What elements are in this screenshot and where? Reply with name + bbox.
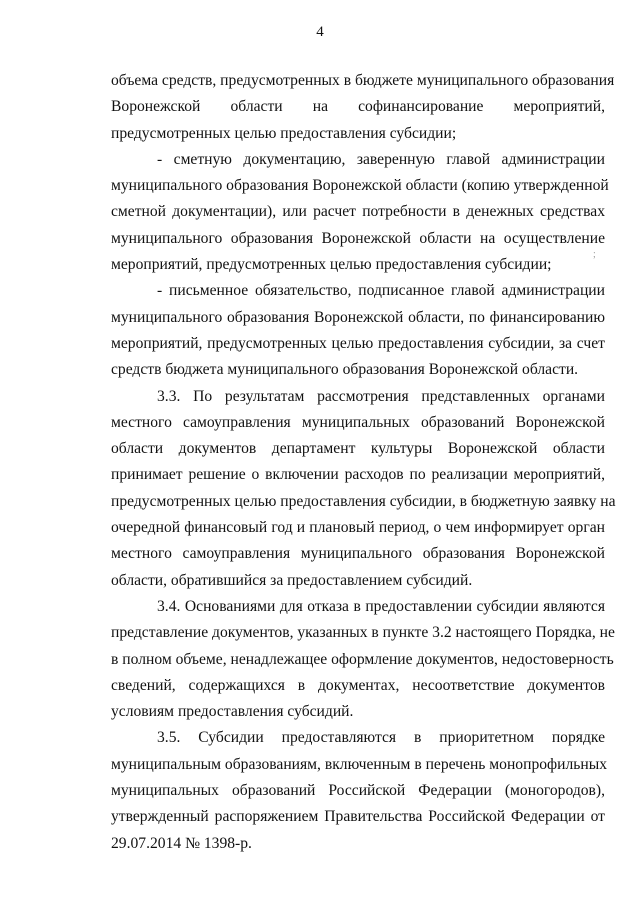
text-line: области документов департамент культуры Воронежской области [111,440,605,458]
text-line: 3.5. Субсидии предоставляются в приоритетном порядке [157,729,605,747]
page-number: 4 [316,24,324,40]
text-line: очередной финансовый год и плановый период, о чем информирует орган [111,519,605,537]
paragraph-3-3 [111,384,616,594]
text-line: утвержденный распоряжением Правительства Российской Федерации от [111,808,605,826]
text-line: муниципальных образований Российской Федерации (моногородов), [111,782,605,800]
text-line: предусмотренных целью предоставления субсидии; [111,124,457,142]
text-line: - сметную документацию, заверенную главой администрации [157,150,605,168]
text-line: области, обратившийся за предоставлением субсидий. [111,571,473,589]
text-line: муниципального образования Воронежской области на осуществление [111,229,605,247]
text-line: средств бюджета муниципального образования Воронежской области. [111,361,579,379]
text-line: Воронежской области на софинансирование мероприятий, [111,98,605,116]
paragraph-estimate-docs [111,147,609,278]
text-line: мероприятий, предусмотренных целью предоставления субсидии; [111,256,552,274]
text-line: сведений, содержащихся в документах, несоответствие документов [111,676,605,694]
text-line: муниципальным образованиям, включенным в перечень монопрофильных [111,755,608,773]
text-line: объема средств, предусмотренных в бюджете муниципального образования [111,72,615,89]
document-body [111,68,616,857]
text-line: мероприятий, предусмотренных целью предоставления субсидии, за счет [111,334,605,352]
text-line: в полном объеме, ненадлежащее оформление документов, недостоверность [111,650,614,668]
text-line: условиям предоставления субсидий. [111,703,354,721]
text-line: принимает решение о включении расходов по реализации мероприятий, [111,466,605,484]
text-line: - письменное обязательство, подписанное главой администрации [157,282,605,300]
paragraph-budget-funds [111,68,615,147]
text-line: местного самоуправления муниципального образования Воронежской [111,545,605,563]
text-line: муниципального образования Воронежской области (копию утвержденной [111,177,609,195]
paragraph-3-4 [111,594,615,725]
stray-mark: ; [593,249,596,260]
text-line: 3.3. По результатам рассмотрения представленных органами [157,387,605,405]
text-line: сметной документации), или расчет потребности в денежных средствах [111,203,605,221]
text-line: предусмотренных целью предоставления субсидии, в бюджетную заявку на [111,492,616,510]
text-line: муниципального образования Воронежской области, по финансированию [111,308,605,326]
text-line: 3.4. Основаниями для отказа в предоставлении субсидии являются [157,597,605,615]
text-line: представление документов, указанных в пункте 3.2 настоящего Порядка, не [111,624,615,642]
text-line: 29.07.2014 № 1398-р. [111,834,252,852]
paragraph-3-5 [111,725,608,856]
paragraph-written-obligation [111,278,605,383]
text-line: местного самоуправления муниципальных образований Воронежской [111,413,605,431]
